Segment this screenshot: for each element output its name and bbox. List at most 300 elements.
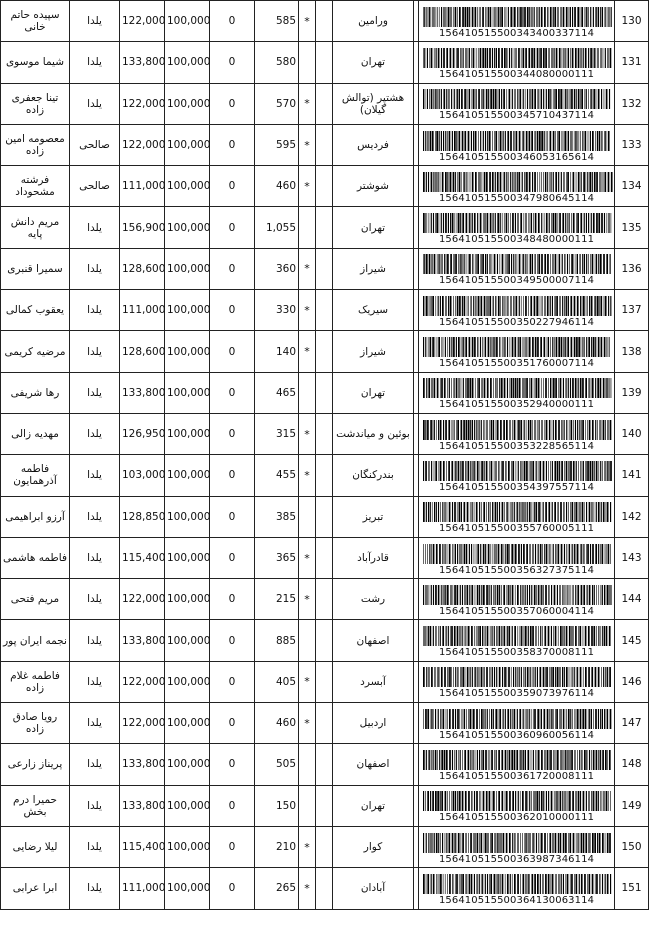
barcode-cell	[419, 290, 615, 331]
weight-value: 1,055	[255, 207, 299, 248]
weight-value: 885	[255, 620, 299, 661]
barcode-number: 156410515500350227946114	[438, 316, 595, 328]
destination-city: تبریز	[333, 496, 414, 537]
barcode-number: 156410515500346053165614	[438, 151, 595, 163]
table-row	[1, 661, 649, 702]
blank-cell	[316, 372, 333, 413]
barcode-number: 156410515500363987346114	[438, 853, 595, 865]
blank-cell	[316, 785, 333, 826]
star-mark	[299, 785, 316, 826]
blank-cell	[316, 703, 333, 744]
barcode-number: 156410515500347980645114	[438, 192, 595, 204]
amount-total: 133,800	[120, 372, 165, 413]
recipient-name: تینا جعفری زاده	[1, 83, 70, 124]
barcode-cell	[419, 703, 615, 744]
sender-name: یلدا	[70, 455, 120, 496]
table-row	[1, 785, 649, 826]
amount-base: 100,000	[165, 166, 210, 207]
blank-cell	[316, 83, 333, 124]
barcode-graphic	[422, 709, 612, 729]
recipient-name: سمیرا قنبری	[1, 248, 70, 289]
amount-base: 100,000	[165, 661, 210, 702]
barcode-graphic	[422, 626, 612, 646]
row-number: 139	[615, 372, 649, 413]
sender-name: یلدا	[70, 496, 120, 537]
barcode-graphic	[422, 337, 612, 357]
barcode-cell	[419, 207, 615, 248]
blank-cell	[316, 413, 333, 454]
weight-value: 360	[255, 248, 299, 289]
row-number: 144	[615, 579, 649, 620]
weight-value: 455	[255, 455, 299, 496]
amount-total: 122,000	[120, 124, 165, 165]
destination-city: اصفهان	[333, 620, 414, 661]
amount-total: 115,400	[120, 537, 165, 578]
destination-city: هشتپر (توالش گیلان)	[333, 83, 414, 124]
row-number: 134	[615, 166, 649, 207]
star-mark: *	[299, 413, 316, 454]
star-mark: *	[299, 166, 316, 207]
barcode-cell	[419, 744, 615, 785]
amount-base: 100,000	[165, 579, 210, 620]
amount-total: 122,000	[120, 703, 165, 744]
weight-value: 330	[255, 290, 299, 331]
amount-zero: 0	[210, 290, 255, 331]
destination-city: قادرآباد	[333, 537, 414, 578]
row-number: 135	[615, 207, 649, 248]
sender-name: یلدا	[70, 248, 120, 289]
blank-cell	[316, 1, 333, 42]
row-number: 140	[615, 413, 649, 454]
amount-zero: 0	[210, 455, 255, 496]
table-row	[1, 331, 649, 372]
table-row	[1, 579, 649, 620]
recipient-name: سپیده حاتم خانی	[1, 1, 70, 42]
weight-value: 585	[255, 1, 299, 42]
sender-name: یلدا	[70, 290, 120, 331]
barcode-graphic	[422, 833, 612, 853]
sender-name: یلدا	[70, 42, 120, 83]
blank-cell	[316, 331, 333, 372]
amount-base: 100,000	[165, 372, 210, 413]
row-number: 142	[615, 496, 649, 537]
amount-total: 126,950	[120, 413, 165, 454]
barcode-cell	[419, 331, 615, 372]
row-number: 146	[615, 661, 649, 702]
amount-base: 100,000	[165, 83, 210, 124]
recipient-name: حمیرا درم بخش	[1, 785, 70, 826]
barcode-cell	[419, 166, 615, 207]
blank-cell	[316, 290, 333, 331]
blank-cell	[316, 207, 333, 248]
amount-zero: 0	[210, 537, 255, 578]
row-number: 137	[615, 290, 649, 331]
recipient-name: مریم فتحی	[1, 579, 70, 620]
table-row	[1, 166, 649, 207]
amount-zero: 0	[210, 372, 255, 413]
barcode-graphic	[422, 172, 612, 192]
amount-total: 122,000	[120, 661, 165, 702]
sender-name: یلدا	[70, 331, 120, 372]
barcode-number: 156410515500360960056114	[438, 729, 595, 741]
barcode-number: 156410515500361720008111	[438, 770, 595, 782]
sender-name: یلدا	[70, 785, 120, 826]
blank-cell	[316, 661, 333, 702]
destination-city: بوئین و میاندشت	[333, 413, 414, 454]
weight-value: 150	[255, 785, 299, 826]
weight-value: 570	[255, 83, 299, 124]
amount-base: 100,000	[165, 826, 210, 867]
barcode-cell	[419, 496, 615, 537]
barcode-graphic	[422, 667, 612, 687]
destination-city: سیریک	[333, 290, 414, 331]
table-row	[1, 868, 649, 909]
barcode-graphic	[422, 585, 612, 605]
amount-zero: 0	[210, 331, 255, 372]
amount-total: 156,900	[120, 207, 165, 248]
amount-total: 133,800	[120, 744, 165, 785]
barcode-number: 156410515500356327375114	[438, 564, 595, 576]
blank-cell	[316, 248, 333, 289]
amount-base: 100,000	[165, 868, 210, 909]
blank-cell	[316, 42, 333, 83]
weight-value: 365	[255, 537, 299, 578]
recipient-name: لیلا رضایی	[1, 826, 70, 867]
barcode-number: 156410515500355760005111	[438, 523, 595, 535]
row-number: 143	[615, 537, 649, 578]
star-mark	[299, 620, 316, 661]
barcode-graphic	[422, 378, 612, 398]
recipient-name: رها شریفی	[1, 372, 70, 413]
sender-name: صالحی	[70, 124, 120, 165]
recipient-name: رویا صادق زاده	[1, 703, 70, 744]
sender-name: یلدا	[70, 207, 120, 248]
table-row	[1, 703, 649, 744]
barcode-number: 156410515500349500007114	[438, 275, 595, 287]
destination-city: رشت	[333, 579, 414, 620]
barcode-number: 156410515500344080000111	[438, 68, 595, 80]
barcode-number: 156410515500352940000111	[438, 399, 595, 411]
amount-zero: 0	[210, 744, 255, 785]
barcode-graphic	[422, 7, 612, 27]
weight-value: 505	[255, 744, 299, 785]
blank-cell	[316, 537, 333, 578]
table-row	[1, 372, 649, 413]
blank-cell	[316, 620, 333, 661]
barcode-number: 156410515500358370008111	[438, 647, 595, 659]
table-row	[1, 496, 649, 537]
destination-city: اردبیل	[333, 703, 414, 744]
amount-zero: 0	[210, 207, 255, 248]
barcode-cell	[419, 661, 615, 702]
table-row	[1, 537, 649, 578]
recipient-name: فاطمه هاشمی	[1, 537, 70, 578]
star-mark	[299, 496, 316, 537]
sender-name: یلدا	[70, 661, 120, 702]
amount-base: 100,000	[165, 413, 210, 454]
table-row	[1, 207, 649, 248]
star-mark	[299, 207, 316, 248]
row-number: 130	[615, 1, 649, 42]
amount-zero: 0	[210, 620, 255, 661]
amount-zero: 0	[210, 124, 255, 165]
table-row	[1, 248, 649, 289]
star-mark	[299, 42, 316, 83]
recipient-name: معصومه امین زاده	[1, 124, 70, 165]
star-mark: *	[299, 124, 316, 165]
amount-base: 100,000	[165, 248, 210, 289]
table-row	[1, 290, 649, 331]
star-mark: *	[299, 1, 316, 42]
amount-zero: 0	[210, 579, 255, 620]
barcode-cell	[419, 579, 615, 620]
recipient-name: فاطمه آذرهمایون	[1, 455, 70, 496]
amount-base: 100,000	[165, 207, 210, 248]
star-mark: *	[299, 537, 316, 578]
barcode-cell	[419, 248, 615, 289]
barcode-cell	[419, 372, 615, 413]
blank-cell	[316, 124, 333, 165]
recipient-name: فاطمه غلام زاده	[1, 661, 70, 702]
sender-name: یلدا	[70, 1, 120, 42]
blank-cell	[316, 744, 333, 785]
recipient-name: مرضیه کریمی	[1, 331, 70, 372]
weight-value: 465	[255, 372, 299, 413]
table-row	[1, 826, 649, 867]
blank-cell	[316, 496, 333, 537]
recipient-name: ابرا عرابی	[1, 868, 70, 909]
barcode-graphic	[422, 544, 612, 564]
destination-city: تهران	[333, 785, 414, 826]
destination-city: ورامین	[333, 1, 414, 42]
barcode-graphic	[422, 213, 612, 233]
barcode-graphic	[422, 89, 612, 109]
amount-base: 100,000	[165, 455, 210, 496]
barcode-graphic	[422, 750, 612, 770]
destination-city: شیراز	[333, 248, 414, 289]
barcode-number: 156410515500353228565114	[438, 440, 595, 452]
sender-name: یلدا	[70, 620, 120, 661]
destination-city: تهران	[333, 207, 414, 248]
star-mark: *	[299, 826, 316, 867]
blank-cell	[316, 868, 333, 909]
amount-base: 100,000	[165, 620, 210, 661]
barcode-graphic	[422, 874, 612, 894]
barcode-cell	[419, 537, 615, 578]
amount-total: 103,000	[120, 455, 165, 496]
destination-city: شوشتر	[333, 166, 414, 207]
blank-cell	[316, 579, 333, 620]
recipient-name: یعقوب کمالی	[1, 290, 70, 331]
star-mark: *	[299, 579, 316, 620]
amount-base: 100,000	[165, 1, 210, 42]
barcode-graphic	[422, 296, 612, 316]
amount-base: 100,000	[165, 42, 210, 83]
amount-base: 100,000	[165, 331, 210, 372]
barcode-cell	[419, 124, 615, 165]
amount-total: 122,000	[120, 579, 165, 620]
barcode-graphic	[422, 254, 612, 274]
barcode-number: 156410515500362010000111	[438, 812, 595, 824]
sender-name: یلدا	[70, 537, 120, 578]
row-number: 133	[615, 124, 649, 165]
weight-value: 210	[255, 826, 299, 867]
sender-name: صالحی	[70, 166, 120, 207]
sender-name: یلدا	[70, 579, 120, 620]
amount-base: 100,000	[165, 744, 210, 785]
amount-base: 100,000	[165, 124, 210, 165]
sender-name: یلدا	[70, 413, 120, 454]
star-mark: *	[299, 248, 316, 289]
table-row	[1, 1, 649, 42]
row-number: 149	[615, 785, 649, 826]
row-number: 136	[615, 248, 649, 289]
amount-total: 115,400	[120, 826, 165, 867]
amount-zero: 0	[210, 826, 255, 867]
table-body	[1, 1, 649, 910]
amount-zero: 0	[210, 868, 255, 909]
sender-name: یلدا	[70, 703, 120, 744]
weight-value: 595	[255, 124, 299, 165]
destination-city: بندرکنگان	[333, 455, 414, 496]
destination-city: شیراز	[333, 331, 414, 372]
amount-zero: 0	[210, 413, 255, 454]
table-row	[1, 413, 649, 454]
row-number: 147	[615, 703, 649, 744]
amount-zero: 0	[210, 1, 255, 42]
table-row	[1, 620, 649, 661]
recipient-name: مریم دانش پایه	[1, 207, 70, 248]
barcode-number: 156410515500364130063114	[438, 894, 595, 906]
destination-city: کوار	[333, 826, 414, 867]
weight-value: 265	[255, 868, 299, 909]
blank-cell	[316, 166, 333, 207]
barcode-number: 156410515500359073976114	[438, 688, 595, 700]
sender-name: یلدا	[70, 868, 120, 909]
sender-name: یلدا	[70, 744, 120, 785]
row-number: 148	[615, 744, 649, 785]
table-row	[1, 124, 649, 165]
star-mark	[299, 744, 316, 785]
barcode-cell	[419, 785, 615, 826]
recipient-name: فرشته مشحوداد	[1, 166, 70, 207]
destination-city: آبسرد	[333, 661, 414, 702]
recipient-name: آرزو ابراهیمی	[1, 496, 70, 537]
weight-value: 315	[255, 413, 299, 454]
barcode-cell	[419, 413, 615, 454]
amount-total: 122,000	[120, 1, 165, 42]
star-mark: *	[299, 290, 316, 331]
row-number: 141	[615, 455, 649, 496]
sender-name: یلدا	[70, 83, 120, 124]
amount-total: 128,850	[120, 496, 165, 537]
barcode-number: 156410515500354397557114	[438, 481, 595, 493]
amount-zero: 0	[210, 785, 255, 826]
amount-zero: 0	[210, 661, 255, 702]
barcode-cell	[419, 83, 615, 124]
amount-total: 133,800	[120, 42, 165, 83]
barcode-cell	[419, 826, 615, 867]
amount-total: 133,800	[120, 785, 165, 826]
amount-base: 100,000	[165, 785, 210, 826]
blank-cell	[316, 826, 333, 867]
amount-zero: 0	[210, 166, 255, 207]
row-number: 145	[615, 620, 649, 661]
weight-value: 460	[255, 703, 299, 744]
amount-base: 100,000	[165, 703, 210, 744]
weight-value: 580	[255, 42, 299, 83]
row-number: 131	[615, 42, 649, 83]
barcode-graphic	[422, 48, 612, 68]
destination-city: تهران	[333, 372, 414, 413]
barcode-number: 156410515500348480000111	[438, 234, 595, 246]
amount-total: 111,000	[120, 290, 165, 331]
destination-city: تهران	[333, 42, 414, 83]
star-mark: *	[299, 868, 316, 909]
sender-name: یلدا	[70, 372, 120, 413]
table-row	[1, 744, 649, 785]
destination-city: فردیس	[333, 124, 414, 165]
amount-total: 133,800	[120, 620, 165, 661]
barcode-number: 156410515500357060004114	[438, 605, 595, 617]
amount-zero: 0	[210, 703, 255, 744]
amount-total: 111,000	[120, 166, 165, 207]
weight-value: 385	[255, 496, 299, 537]
amount-total: 128,600	[120, 248, 165, 289]
destination-city: اصفهان	[333, 744, 414, 785]
blank-cell	[316, 455, 333, 496]
amount-base: 100,000	[165, 537, 210, 578]
row-number: 132	[615, 83, 649, 124]
barcode-cell	[419, 620, 615, 661]
amount-zero: 0	[210, 496, 255, 537]
star-mark: *	[299, 83, 316, 124]
destination-city: آبادان	[333, 868, 414, 909]
barcode-graphic	[422, 461, 612, 481]
star-mark: *	[299, 331, 316, 372]
barcode-number: 156410515500351760007114	[438, 358, 595, 370]
amount-total: 111,000	[120, 868, 165, 909]
weight-value: 215	[255, 579, 299, 620]
barcode-number: 156410515500345710437114	[438, 110, 595, 122]
weight-value: 140	[255, 331, 299, 372]
amount-base: 100,000	[165, 290, 210, 331]
star-mark: *	[299, 455, 316, 496]
barcode-graphic	[422, 791, 612, 811]
table-row	[1, 42, 649, 83]
barcode-graphic	[422, 502, 612, 522]
recipient-name: نجمه ایران پور	[1, 620, 70, 661]
star-mark: *	[299, 703, 316, 744]
barcode-graphic	[422, 131, 612, 151]
barcode-number: 156410515500343400337114	[438, 27, 595, 39]
recipient-name: شیما موسوی	[1, 42, 70, 83]
amount-zero: 0	[210, 42, 255, 83]
weight-value: 405	[255, 661, 299, 702]
barcode-cell	[419, 868, 615, 909]
table-row	[1, 83, 649, 124]
amount-zero: 0	[210, 248, 255, 289]
row-number: 138	[615, 331, 649, 372]
sender-name: یلدا	[70, 826, 120, 867]
star-mark	[299, 372, 316, 413]
star-mark: *	[299, 661, 316, 702]
amount-base: 100,000	[165, 496, 210, 537]
row-number: 150	[615, 826, 649, 867]
amount-total: 128,600	[120, 331, 165, 372]
barcode-cell	[419, 455, 615, 496]
recipient-name: مهدیه زالی	[1, 413, 70, 454]
